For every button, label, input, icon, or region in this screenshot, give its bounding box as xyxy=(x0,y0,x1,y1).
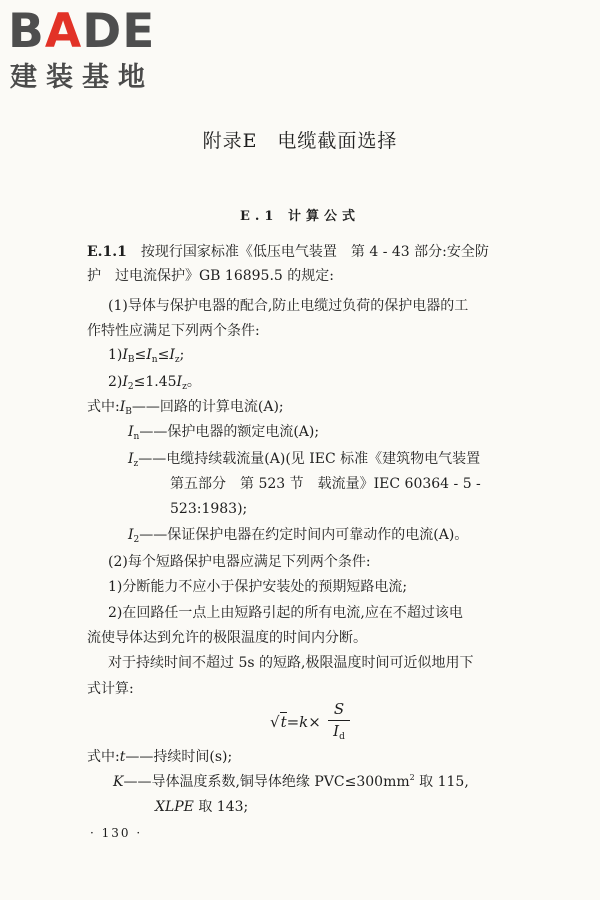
clause-number: E.1.1 xyxy=(87,244,127,260)
para1-line-1: (1)导体与保护电器的配合,防止电缆过负荷的保护电器的工 xyxy=(108,298,469,314)
def-Iz-line-3: 523:1983); xyxy=(170,501,248,517)
para3-line-1: 对于持续时间不超过 5s 的短路,极限温度时间可近似地用下 xyxy=(108,655,474,671)
condition-1: $1)I_B\le I_n\le I_z$; xyxy=(108,347,185,365)
formula-lhs: √t=k× xyxy=(270,713,321,731)
para2-item-1: 1)分断能力不应小于保护安装处的预期短路电流; xyxy=(108,579,408,595)
def-K-line-2: XLPE 取 143; xyxy=(155,799,249,815)
logo-subtitle: 建装基地 xyxy=(10,62,154,93)
para2-item-2-line-2: 流使导体达到允许的极限温度的时间内分断。 xyxy=(87,630,367,646)
condition-2: $2)I_2\le 1.45I_z$。 xyxy=(108,374,201,392)
para1-line-2: 作特性应满足下列两个条件: xyxy=(87,323,260,339)
formula-denominator: $I_d$ xyxy=(333,722,345,742)
appendix-title: 附录E 电缆截面选择 xyxy=(202,130,398,152)
formula-fraction xyxy=(328,700,350,741)
para2: (2)每个短路保护电器应满足下列两个条件: xyxy=(108,554,371,570)
fraction-bar xyxy=(328,720,350,721)
def-In: $I_n——$保护电器的额定电流(A); xyxy=(128,424,320,442)
def-Iz-line-1: $I_z——$电缆持续载流量(A)(见 IEC 标准《建筑物电气装置 xyxy=(128,451,481,469)
def-Iz-line-2: 第五部分 第 523 节 载流量》IEC 60364 - 5 - xyxy=(170,476,481,492)
def-K-line-1: K——导体温度系数,铜导体绝缘 $PVC\le 300mm^2$ 取 115, xyxy=(113,773,469,790)
page-number: · 130 · xyxy=(90,826,143,840)
short-circuit-formula xyxy=(270,700,380,746)
clause-line-1: E.1.1 按现行国家标准《低压电气装置 第 4 - 43 部分:安全防 xyxy=(87,244,489,260)
section-heading: E.1 计算公式 xyxy=(239,209,360,224)
para2-item-2-line-1: 2)在回路任一点上由短路引起的所有电流,应在不超过该电 xyxy=(108,605,463,621)
logo-wordmark: BADE xyxy=(8,4,156,59)
def-I2: $I_2——$保证保护电器在约定时间内可靠动作的电流(A)。 xyxy=(128,527,469,545)
formula-numerator: S xyxy=(333,700,345,718)
clause-line-2: 护 过电流保护》GB 16895.5 的规定: xyxy=(87,268,334,284)
bade-logo xyxy=(8,6,183,96)
def-t: 式中:t——持续时间(s); xyxy=(87,749,233,765)
def-IB: 式中$:I_B——$回路的计算电流(A); xyxy=(87,399,284,417)
para3-line-2: 式计算: xyxy=(87,681,134,697)
